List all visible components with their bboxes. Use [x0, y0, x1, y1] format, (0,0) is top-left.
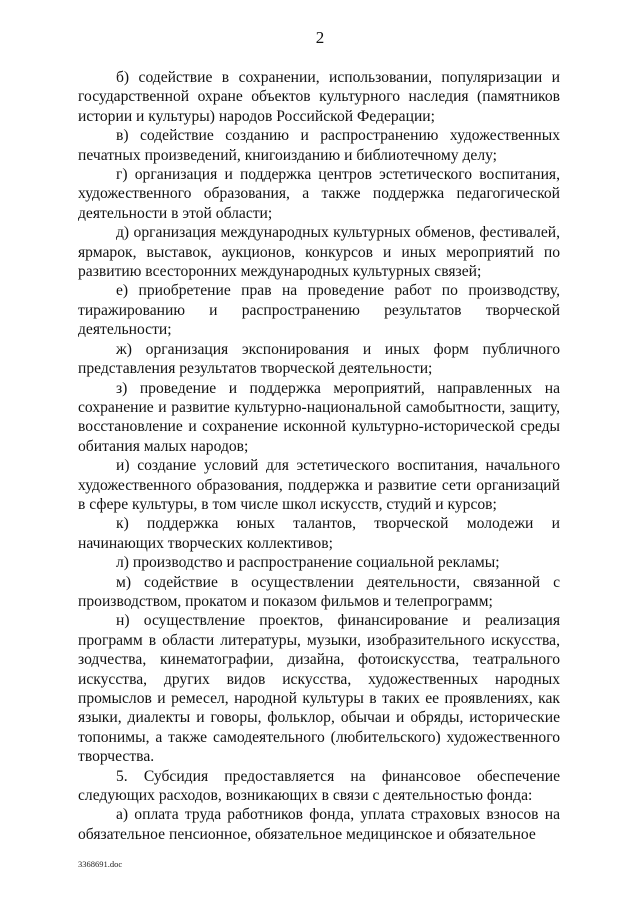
paragraph-k: к) поддержка юных талантов, творческой молодежи и начинающих творческих коллективов;: [78, 515, 560, 552]
paragraph-i: и) создание условий для эстетического воспитания, начального художественного образования, поддержка и развитие сети организаций в сфере культуры, в том числе школ искусств, студий и курсов;: [78, 457, 560, 513]
paragraph-l: л) производство и распространение социальной рекламы;: [116, 554, 500, 572]
paragraph-g: г) организация и поддержка центров эстетического воспитания, художественного образования, а также поддержка педагогической деятельности в этой области;: [78, 166, 560, 222]
paragraph-z: з) проведение и поддержка мероприятий, направленных на сохранение и развитие культурно-национальной самобытности, защиту, восстановление и сохранение исконной культурно-исторической среды обитания малых народов;: [78, 379, 560, 455]
paragraph-zh: ж) организация экспонирования и иных форм публичного представления результатов творческой деятельности;: [78, 340, 560, 378]
footer-filename: 3368691.doc: [78, 859, 123, 869]
page-number: 2: [315, 28, 325, 47]
paragraph-d: д) организация международных культурных обменов, фестивалей, ярмарок, выставок, аукционов, конкурсов и иных мероприятий по развитию всесторонних международных культурных связей;: [78, 224, 560, 281]
document-body: [78, 68, 560, 844]
paragraph-n: н) осуществление проектов, финансирование и реализация программ в области литературы, музыки, изобразительного искусства, зодчества, кинематографии, дизайна, фотоискусства, театрального искусства, других видов искусства, художественных народных промыслов и ремесел, народной культуры в таких ее проявлениях, как языки, диалекты и говоры, фольклор, обычаи и обряды, исторические топонимы, а также самодеятельного (любительского) художественного творчества.: [78, 612, 560, 766]
paragraph-5: 5. Субсидия предоставляется на финансовое обеспечение следующих расходов, возникающих в связи с деятельностью фонда:: [78, 767, 560, 805]
paragraph-e: е) приобретение прав на проведение работ по производству, тиражированию и распространению результатов творческой деятельности;: [78, 282, 560, 339]
paragraph-a: а) оплата труда работников фонда, уплата страховых взносов на обязательное пенсионное, обязательное медицинское и обязательное: [78, 806, 560, 843]
paragraph-m: м) содействие в осуществлении деятельности, связанной с производством, прокатом и показом фильмов и телепрограмм;: [78, 573, 560, 610]
paragraph-b: б) содействие в сохранении, использовании, популяризации и государственной охране объектов культурного наследия (памятников истории и культуры) народов Российской Федерации;: [78, 69, 560, 125]
paragraph-v: в) содействие созданию и распространению художественных печатных произведений, книгоизданию и библиотечному делу;: [78, 127, 560, 164]
